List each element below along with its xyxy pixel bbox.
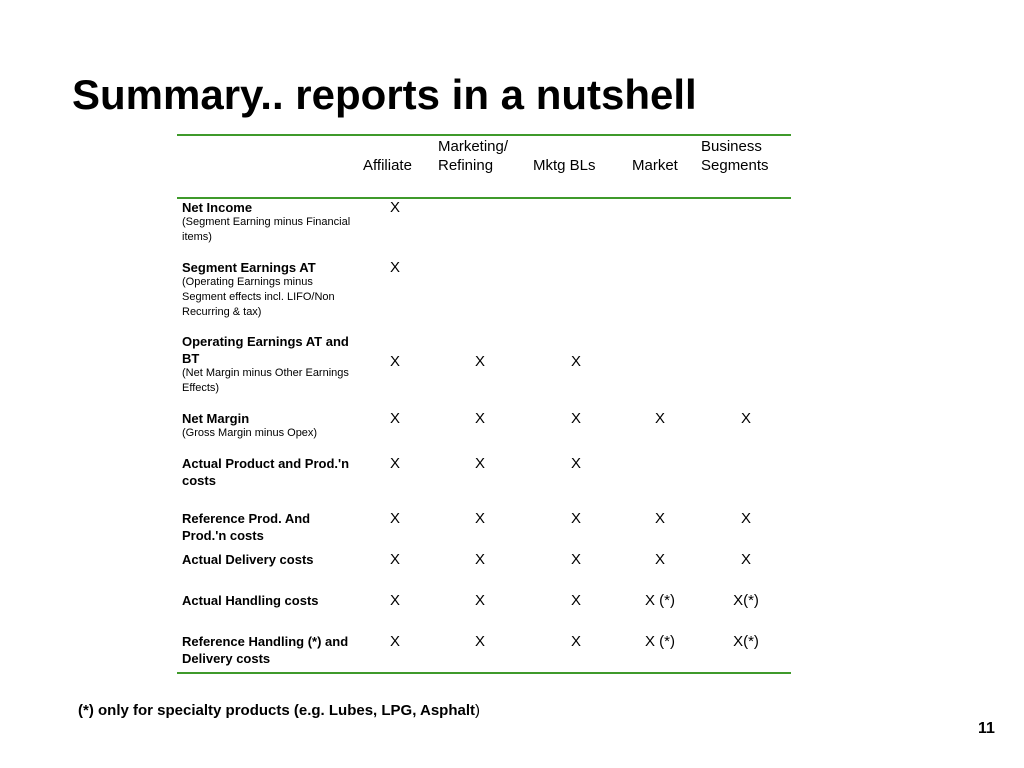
row-mark: X: [474, 510, 486, 527]
row-mark: X: [570, 551, 582, 568]
column-header-market: Market: [632, 157, 678, 174]
footnote-close: ): [475, 702, 480, 719]
row-mark: X: [389, 551, 401, 568]
row-mark: X (*): [645, 592, 675, 609]
row-mark: X: [570, 510, 582, 527]
row-mark: X: [389, 353, 401, 370]
row-mark: X: [654, 410, 666, 427]
row-mark: X: [474, 592, 486, 609]
table-bottom-rule: [177, 672, 791, 674]
row-mark: X: [654, 510, 666, 527]
row-title: Net Income: [182, 200, 253, 215]
row-mark: X (*): [645, 633, 675, 650]
row-subtitle: (Operating Earnings minus Segment effects incl. LIFO/Non Recurring & tax): [182, 276, 335, 318]
row-subtitle: (Gross Margin minus Opex): [182, 427, 318, 439]
row-mark: X(*): [733, 633, 759, 650]
row-mark: X: [389, 510, 401, 527]
row-mark: X: [570, 455, 582, 472]
row-title: Reference Handling (*) and Delivery costs: [182, 634, 349, 666]
row-mark: X: [389, 592, 401, 609]
footnote-text: (*) only for specialty products (e.g. Lubes, LPG, Asphalt: [78, 702, 475, 719]
column-header-business-line2: Segments: [701, 157, 769, 174]
row-subtitle: (Net Margin minus Other Earnings Effects): [182, 367, 349, 394]
page-title: Summary.. reports in a nutshell: [72, 71, 697, 118]
row-mark: X(*): [733, 592, 759, 609]
column-header-business-line1: Business: [701, 138, 762, 155]
row-mark: X: [654, 551, 666, 568]
row-mark: X: [389, 410, 401, 427]
row-mark: X: [570, 410, 582, 427]
row-title: Reference Prod. And Prod.'n costs: [182, 511, 311, 543]
row-title: Operating Earnings AT and BT: [182, 334, 349, 366]
column-header-affiliate: Affiliate: [363, 157, 412, 174]
row-mark: X: [740, 551, 752, 568]
row-mark: X: [474, 551, 486, 568]
row-title: Net Margin: [182, 411, 250, 426]
footnote: [78, 702, 480, 720]
row-title: Actual Handling costs: [182, 593, 319, 608]
row-title: Segment Earnings AT: [182, 260, 316, 275]
row-mark: X: [570, 633, 582, 650]
page-number: 11: [978, 720, 995, 737]
column-header-marketing-line2: Refining: [438, 157, 494, 174]
row-mark: X: [389, 259, 401, 276]
row-title: Actual Product and Prod.'n costs: [182, 456, 350, 488]
table-top-rule: [177, 134, 791, 136]
column-header-marketing-line1: Marketing/: [438, 138, 509, 155]
row-subtitle: (Segment Earning minus Financial items): [182, 216, 351, 243]
row-mark: X: [474, 410, 486, 427]
row-mark: X: [740, 410, 752, 427]
row-mark: X: [474, 455, 486, 472]
row-mark: X: [389, 199, 401, 216]
row-mark: X: [474, 633, 486, 650]
row-mark: X: [570, 592, 582, 609]
row-title: Actual Delivery costs: [182, 552, 314, 567]
column-header-mktg-bls: Mktg BLs: [533, 157, 596, 174]
row-mark: X: [474, 353, 486, 370]
row-mark: X: [389, 455, 401, 472]
row-mark: X: [389, 633, 401, 650]
row-mark: X: [740, 510, 752, 527]
row-mark: X: [570, 353, 582, 370]
